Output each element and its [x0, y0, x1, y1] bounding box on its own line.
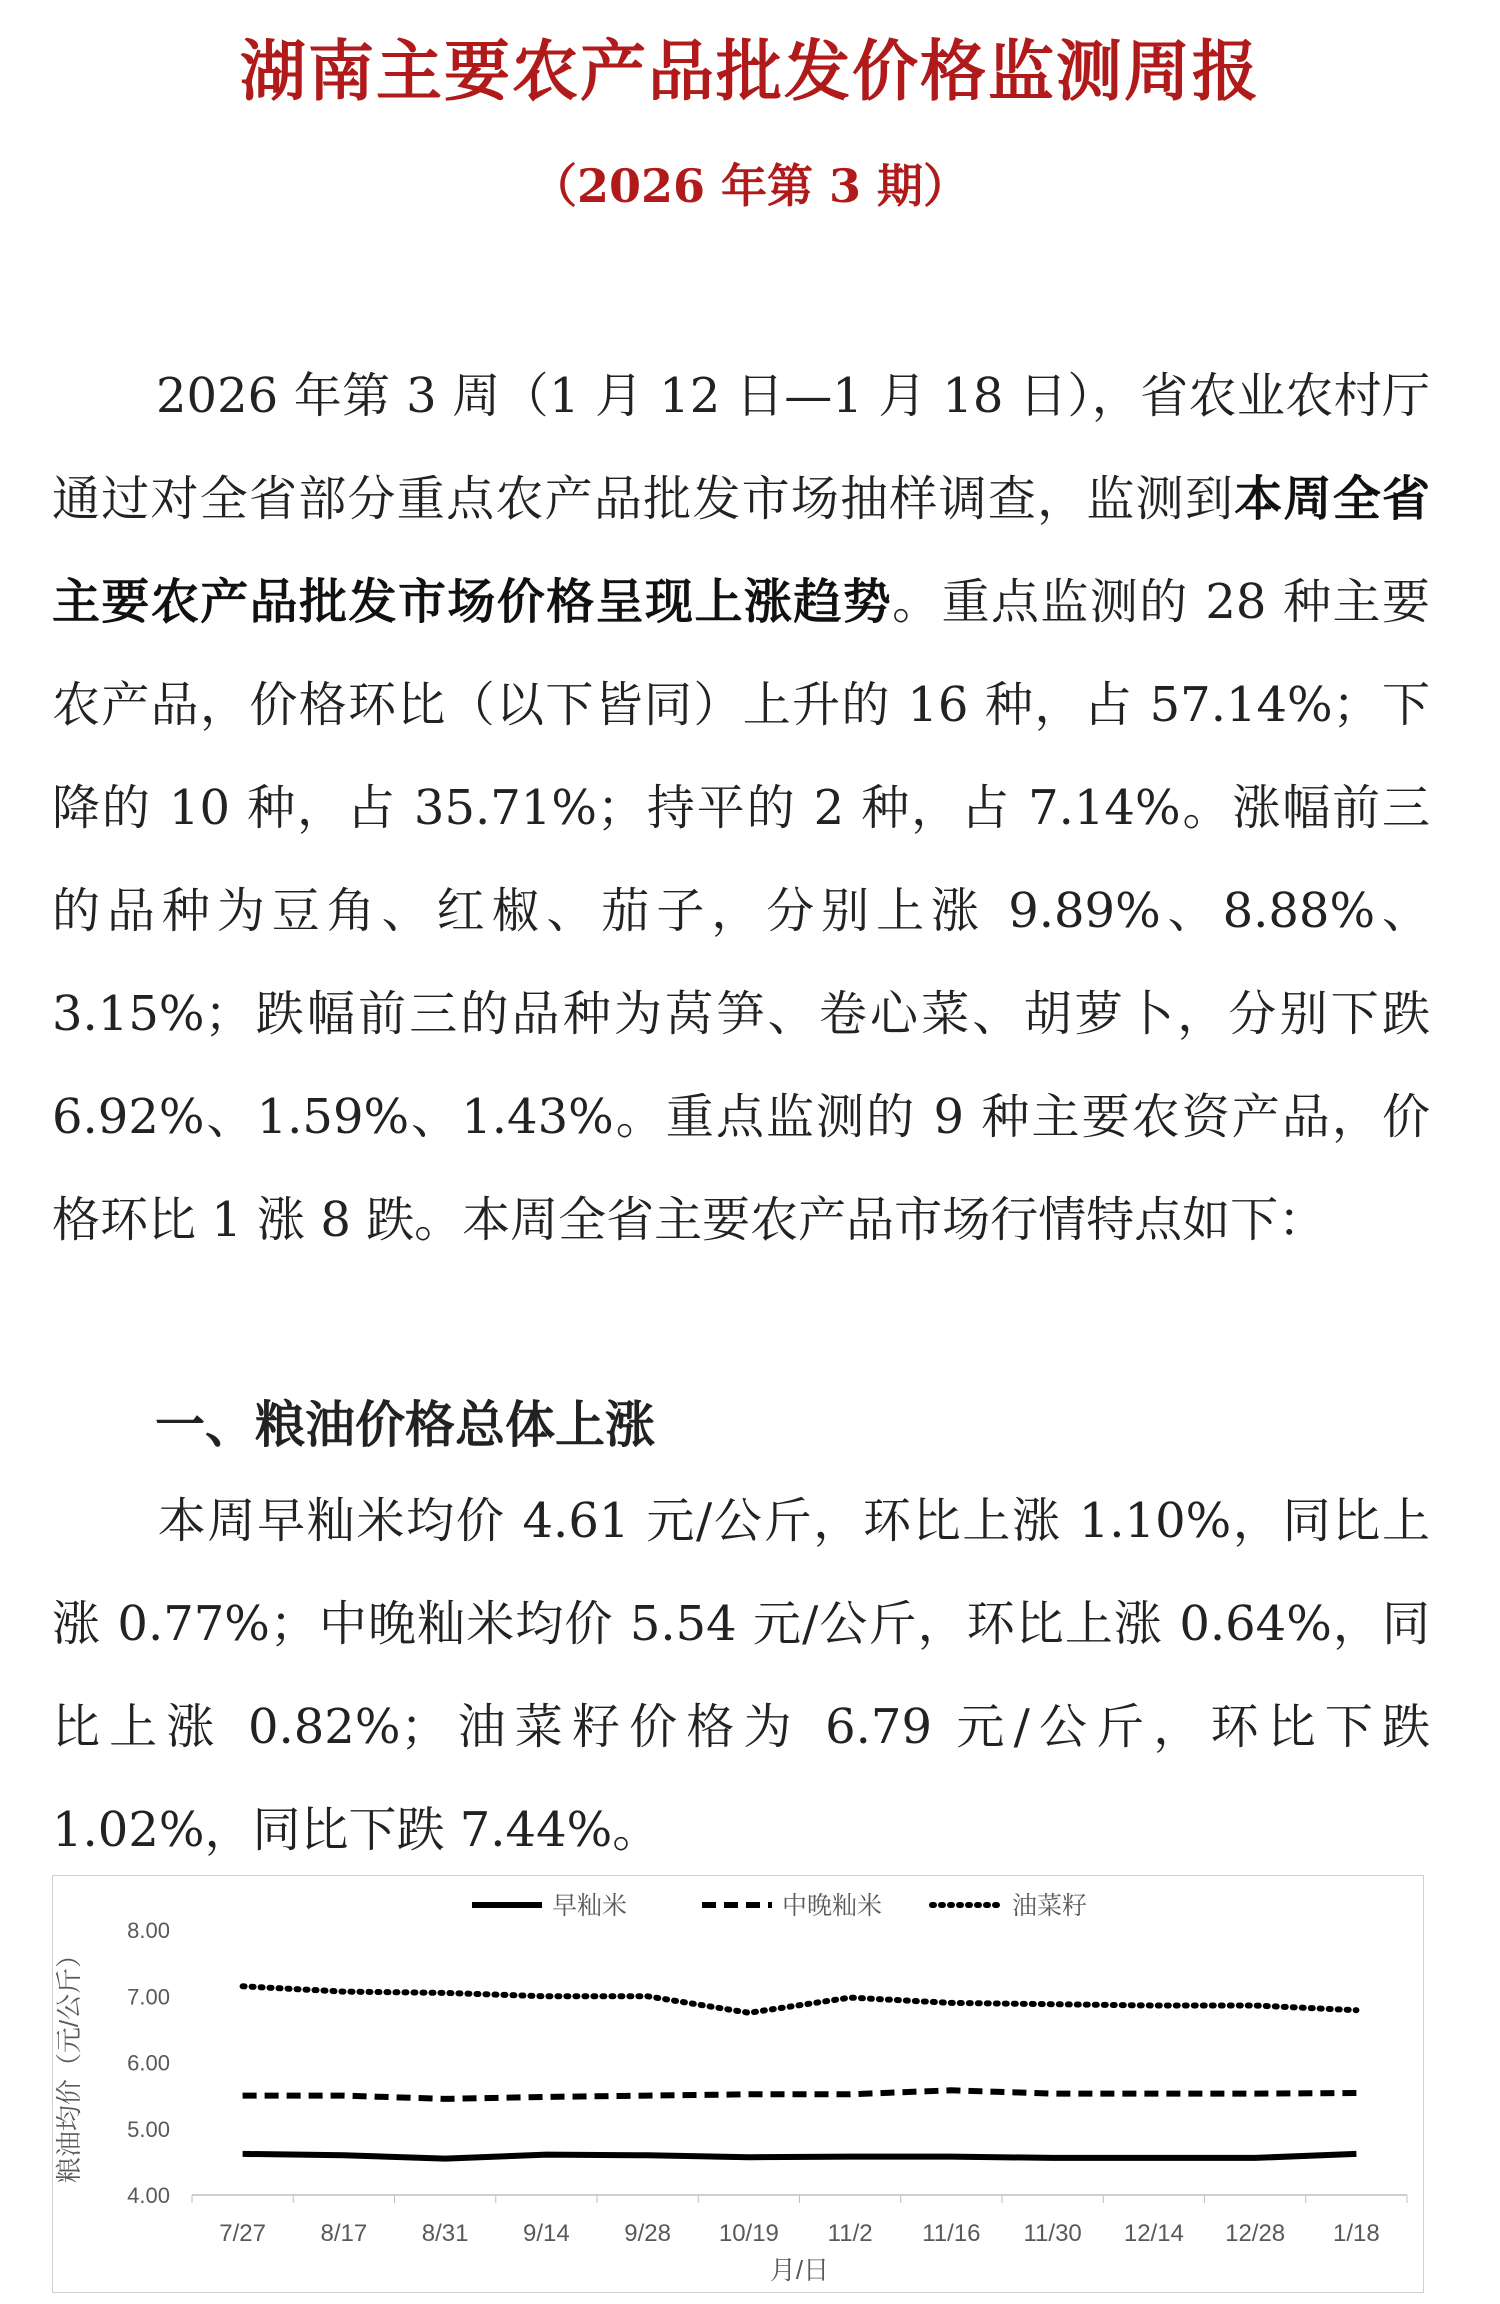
intro-text-before: 2026 年第 3 周（1 月 12 日—1 月 18 日），省农业农村厅通过对全省部分重点农产品批发市场抽样调查，监测到: [52, 368, 1430, 527]
grain-oil-price-chart: [52, 1875, 1424, 2293]
x-tick-label: 8/31: [421, 2220, 469, 2247]
x-tick-label: 1/18: [1333, 2220, 1380, 2247]
section-text: 本周早籼米均价 4.61 元/公斤，环比上涨 1.10%，同比上涨 0.77%；中晚籼米均价 5.54 元/公斤，环比上涨 0.64%，同比上涨 0.82%；油菜籽价格为 6.79 元/公斤，环比下跌 1.02%，同比下跌 7.44%。: [52, 1493, 1430, 1858]
section-paragraph-grain-oil: [52, 1470, 1430, 1882]
x-tick-label: 12/28: [1225, 2220, 1286, 2247]
y-tick-label: 4.00: [127, 2183, 170, 2208]
intro-text-after: 。重点监测的 28 种主要农产品，价格环比（以下皆同）上升的 16 种，占 57.14%；下降的 10 种，占 35.71%；持平的 2 种，占 7.14%。涨幅前三的品种为豆角、红椒、茄子，分别上涨 9.89%、8.88%、3.15%；跌幅前三的品种为莴笋、卷心菜、胡萝卜，分别下跌 6.92%、1.59%、1.43%。重点监测的 9 种主要农资产品，价格环比 1 涨 8 跌。本周全省主要农产品市场行情特点如下：: [52, 574, 1430, 1248]
y-tick-label: 8.00: [127, 1918, 170, 1943]
y-tick-label: 7.00: [127, 1984, 170, 2010]
y-tick-label: 5.00: [127, 2116, 170, 2142]
x-tick-label: 11/16: [922, 2220, 981, 2247]
x-tick-label: 7/27: [219, 2220, 266, 2247]
x-tick-label: 11/30: [1023, 2220, 1082, 2247]
y-axis-title: 粮油均价（元/公斤）: [54, 1941, 84, 2184]
intro-key-finding: 本周全省主要农产品批发市场价格呈现上涨趋势: [52, 471, 1430, 630]
chart-svg: [52, 1875, 1424, 2293]
x-tick-label: 9/14: [523, 2220, 570, 2247]
legend-label-2: 中晚籼米: [782, 1892, 883, 1920]
x-tick-label: 8/17: [320, 2220, 368, 2247]
x-tick-label: 11/2: [827, 2220, 873, 2247]
intro-paragraph: [52, 345, 1430, 1272]
x-tick-label: 9/28: [624, 2220, 671, 2247]
x-tick-label: 10/19: [718, 2220, 779, 2247]
legend-label-3: 油菜籽: [1012, 1892, 1088, 1920]
section-heading-grain-oil: 一、粮油价格总体上涨: [155, 1396, 655, 1454]
report-title: 湖南主要农产品批发价格监测周报: [240, 32, 1260, 110]
x-axis-title: 月/日: [769, 2255, 830, 2285]
legend-label-1: 早籼米: [552, 1892, 628, 1920]
x-tick-label: 12/14: [1123, 2220, 1184, 2247]
y-tick-label: 6.00: [127, 2050, 170, 2076]
issue-number: （2026 年第 3 期）: [530, 159, 970, 213]
